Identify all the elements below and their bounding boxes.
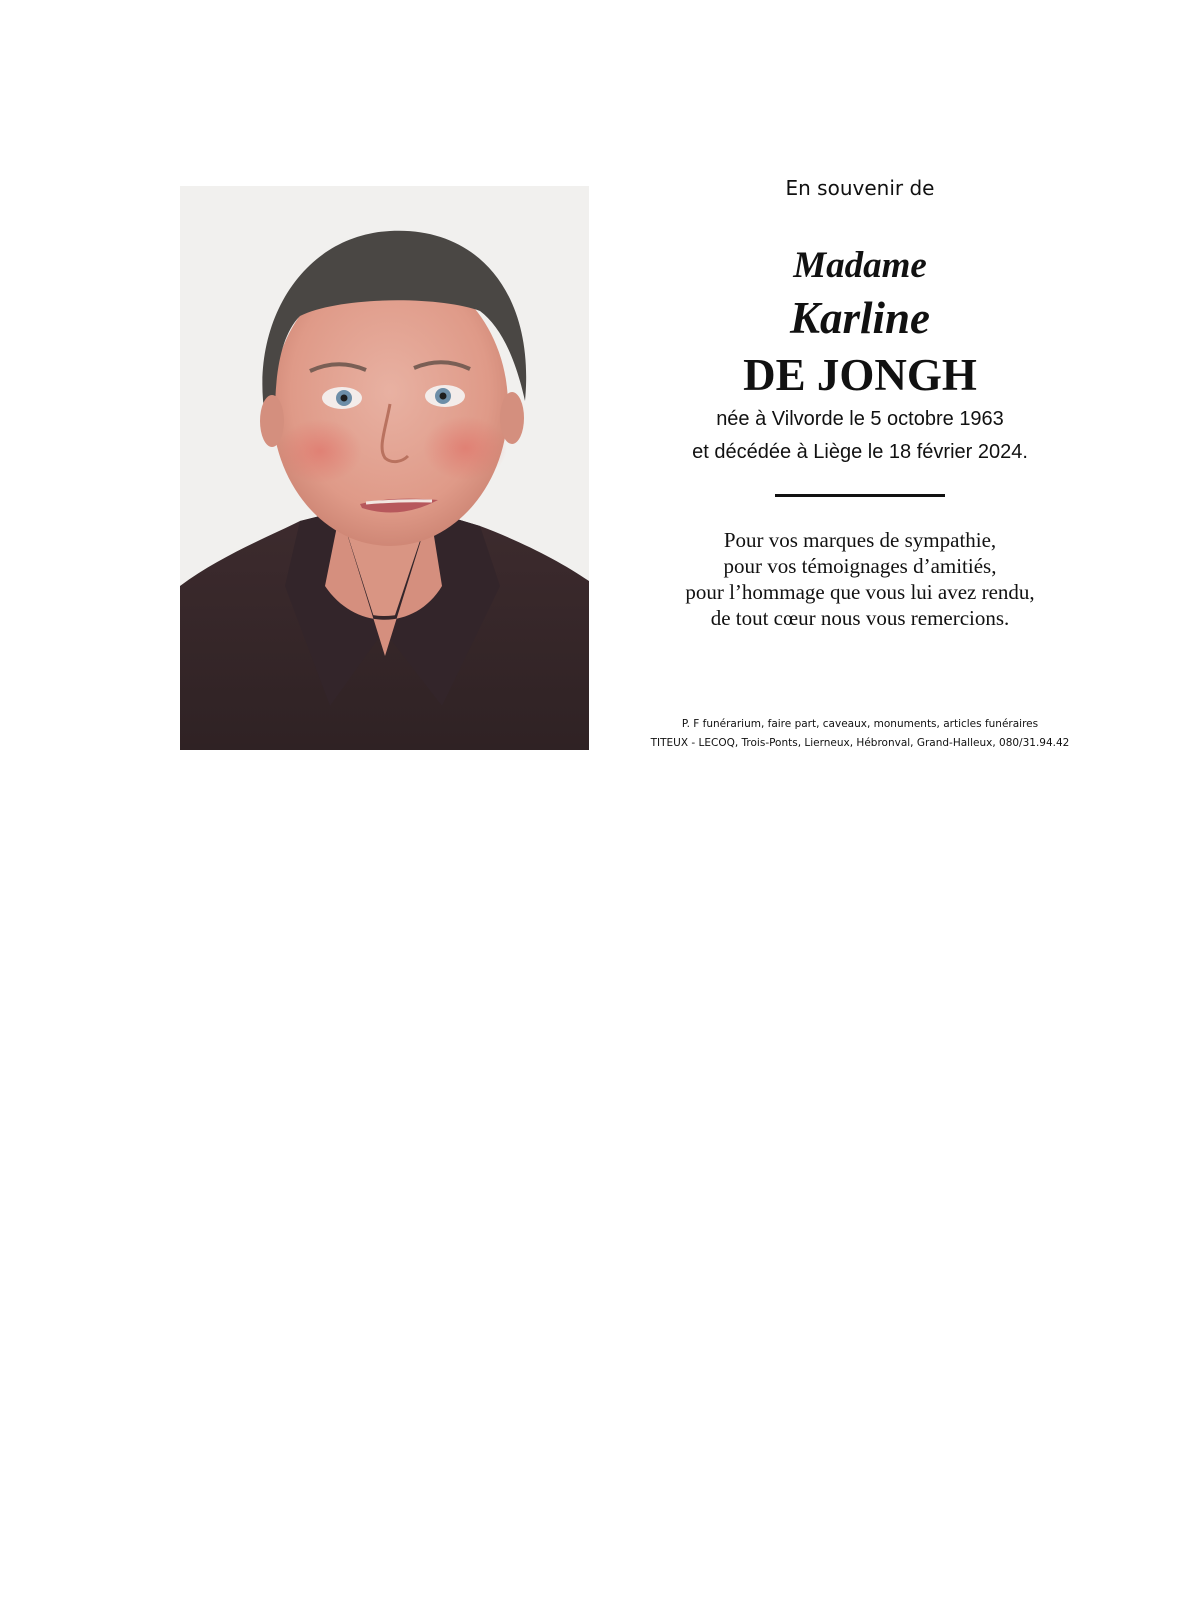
funeral-home-footer <box>640 715 1080 753</box>
portrait-photo <box>180 186 589 750</box>
thanks-line: Pour vos marques de sympathie, <box>723 528 997 552</box>
card-text <box>640 170 1080 753</box>
divider-line <box>775 494 945 497</box>
intro-text: En souvenir de <box>785 176 935 200</box>
thanks-line: de tout cœur nous vous remercions. <box>710 606 1010 630</box>
thanks-line: pour l’hommage que vous lui avez rendu, <box>685 580 1035 604</box>
thanks-line: pour vos témoignages d’amitiés, <box>723 554 997 578</box>
thanks-message <box>640 527 1080 631</box>
portrait-illustration <box>180 186 589 750</box>
footer-line: TITEUX - LECOQ, Trois-Ponts, Lierneux, Hébronval, Grand-Halleux, 080/31.94.42 <box>650 737 1070 749</box>
honorific-title: Madame <box>793 245 927 286</box>
first-name: Karline <box>789 293 931 343</box>
footer-line: P. F funérarium, faire part, caveaux, monuments, articles funéraires <box>681 718 1039 730</box>
birth-line: née à Vilvorde le 5 octobre 1963 <box>716 408 1004 430</box>
last-name: DE JONGH <box>743 350 977 400</box>
death-line: et décédée à Liège le 18 février 2024. <box>692 441 1028 463</box>
